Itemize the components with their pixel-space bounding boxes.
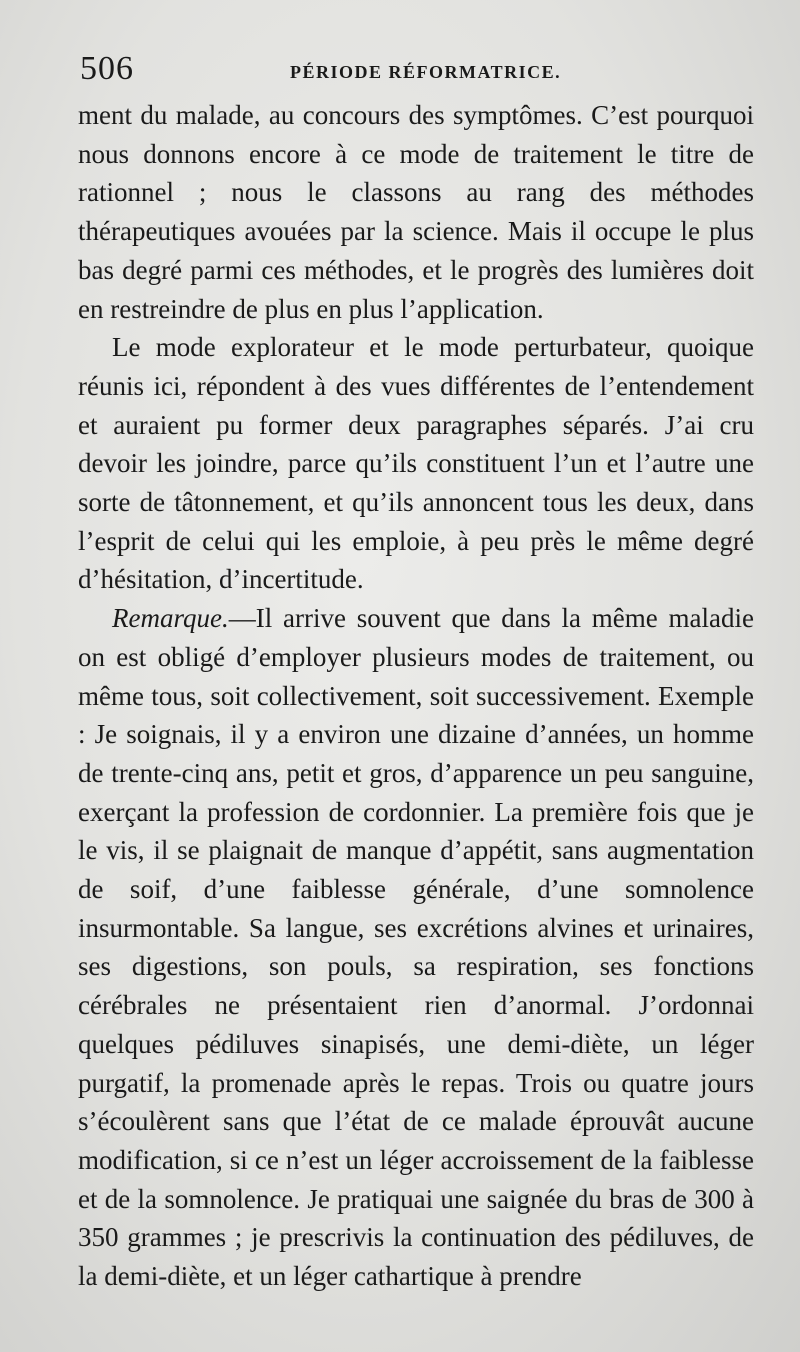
page-number: 506 [80,50,134,87]
body-text [78,96,754,1296]
paragraph-3 [78,599,754,1296]
paragraph-1: ment du malade, au concours des symptômes. C’est pourquoi nous donnons encore à ce mode de traitement le titre de rationnel ; nous le classons au rang des méthodes thérapeutiques avouées par la science. Mais il occupe le plus bas degré parmi ces méthodes, et le progrès des lumières doit en restreindre de plus en plus l’application. [78,100,754,324]
paragraph-2: Le mode explorateur et le mode perturbateur, quoique réunis ici, répondent à des vues différentes de l’entendement et auraient pu former deux paragraphes séparés. J’ai cru devoir les joindre, parce qu’ils constituent l’un et l’autre une sorte de tâtonnement, et qu’ils annoncent tous les deux, dans l’esprit de celui qui les emploie, à peu près le même degré d’hésitation, d’incertitude. [78,332,754,595]
remark-text: —Il arrive souvent que dans la même maladie on est obligé d’employer plusieurs modes de traitement, ou même tous, soit collectivement, soit successivement. Exemple : Je soignais, il y a environ une dizaine d’années, un homme de trente-cinq ans, petit et gros, d’apparence un peu sanguine, exerçant la profession de cordonnier. La première fois que je le vis, il se plaignait de manque d’appétit, sans augmentation de soif, d’une faiblesse générale, d’une somnolence insurmontable. Sa langue, ses excrétions alvines et urinaires, ses digestions, son pouls, sa respiration, ses fonctions cérébrales ne présentaient rien d’anormal. J’ordonnai quelques pédiluves sinapisés, une demi-diète, un léger purgatif, la promenade après le repas. Trois ou quatre jours s’écoulèrent sans que l’état de ce malade éprouvât aucune modification, si ce n’est un léger accroissement de la faiblesse et de la somnolence. Je pratiquai une saignée du bras de 300 à 350 grammes ; je prescrivis la continuation des pédiluves, de la demi-diète, et un léger cathartique à prendre [78,603,754,1292]
page-header [80,50,760,90]
running-head: PÉRIODE RÉFORMATRICE. [290,62,562,82]
remark-label: Remarque. [112,603,229,634]
